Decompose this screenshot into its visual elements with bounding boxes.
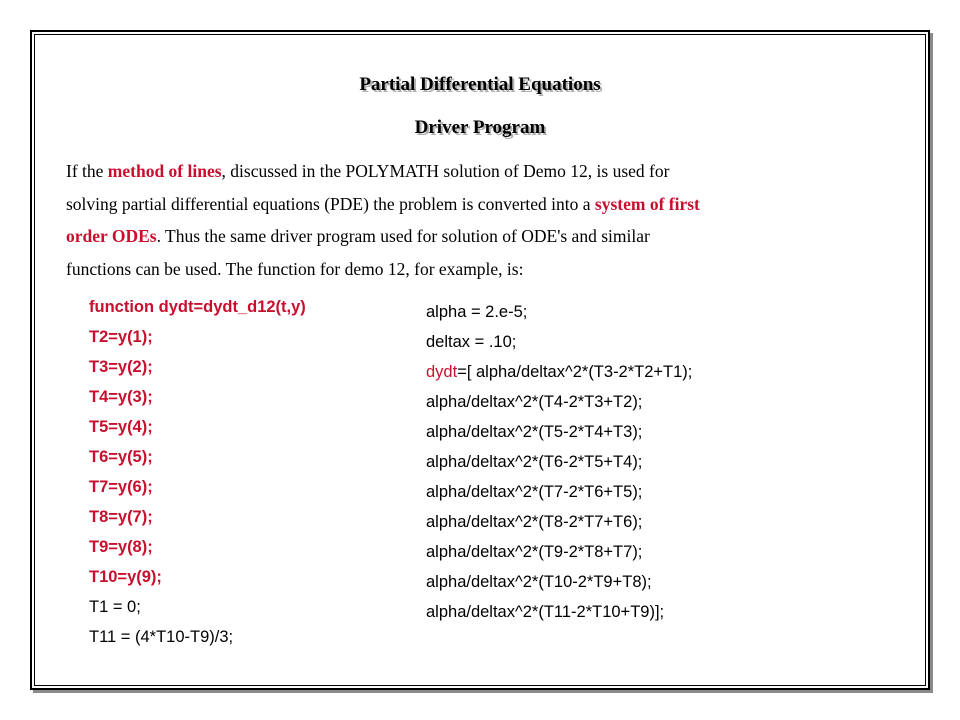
code-line: T4=y(3); (89, 388, 153, 406)
text-span: . Thus the same driver program used for solution of ODE's and similar (156, 226, 650, 246)
text-span: , discussed in the POLYMATH solution of Demo 12, is used for (221, 161, 670, 181)
highlight-order-odes: order ODEs (66, 226, 157, 246)
code-line: alpha/deltax^2*(T11-2*T10+T9)]; (426, 603, 665, 621)
code-line: alpha/deltax^2*(T7-2*T6+T5); (426, 483, 643, 501)
code-line: alpha/deltax^2*(T5-2*T4+T3); (426, 423, 643, 441)
code-text: =[ alpha/deltax^2*(T3-2*T2+T1); (457, 363, 693, 381)
code-line: T1 = 0; (89, 598, 141, 616)
code-line: alpha = 2.e-5; (426, 303, 528, 321)
code-line: function dydt=dydt_d12(t,y) (89, 298, 306, 316)
code-line: T6=y(5); (89, 448, 153, 466)
text-span: If the (66, 161, 108, 181)
code-line: alpha/deltax^2*(T9-2*T8+T7); (426, 543, 643, 561)
paragraph-line-2 (66, 188, 906, 221)
code-line: T10=y(9); (89, 568, 162, 586)
highlight-system-of-first: system of first (594, 193, 700, 214)
code-line: T7=y(6); (89, 478, 153, 496)
code-block-left (89, 292, 306, 652)
code-keyword-dydt: dydt (426, 363, 458, 381)
code-line: alpha/deltax^2*(T10-2*T9+T8); (426, 573, 652, 591)
paragraph-line-3 (66, 220, 906, 253)
page-title: Partial Differential Equations (359, 74, 601, 95)
page-subtitle: Driver Program (414, 117, 546, 138)
text-span: solving partial differential equations (PDE) the problem is converted into a (66, 193, 595, 214)
code-line: alpha/deltax^2*(T6-2*T5+T4); (426, 453, 643, 471)
highlight-method-of-lines: method of lines (107, 161, 222, 181)
code-line: T2=y(1); (89, 328, 153, 346)
intro-paragraph (66, 155, 906, 285)
code-line: T5=y(4); (89, 418, 153, 436)
code-line: alpha/deltax^2*(T4-2*T3+T2); (426, 393, 643, 411)
paragraph-line-4: functions can be used. The function for demo 12, for example, is: (66, 258, 524, 279)
code-line: T8=y(7); (89, 508, 153, 526)
code-line: alpha/deltax^2*(T8-2*T7+T6); (426, 513, 643, 531)
code-line: T11 = (4*T10-T9)/3; (89, 628, 234, 646)
code-line: deltax = .10; (426, 333, 517, 351)
code-line: T3=y(2); (89, 358, 153, 376)
code-line: T9=y(8); (89, 538, 153, 556)
code-block-right (426, 297, 692, 627)
paragraph-line-1 (66, 155, 906, 188)
code-line (426, 357, 692, 387)
